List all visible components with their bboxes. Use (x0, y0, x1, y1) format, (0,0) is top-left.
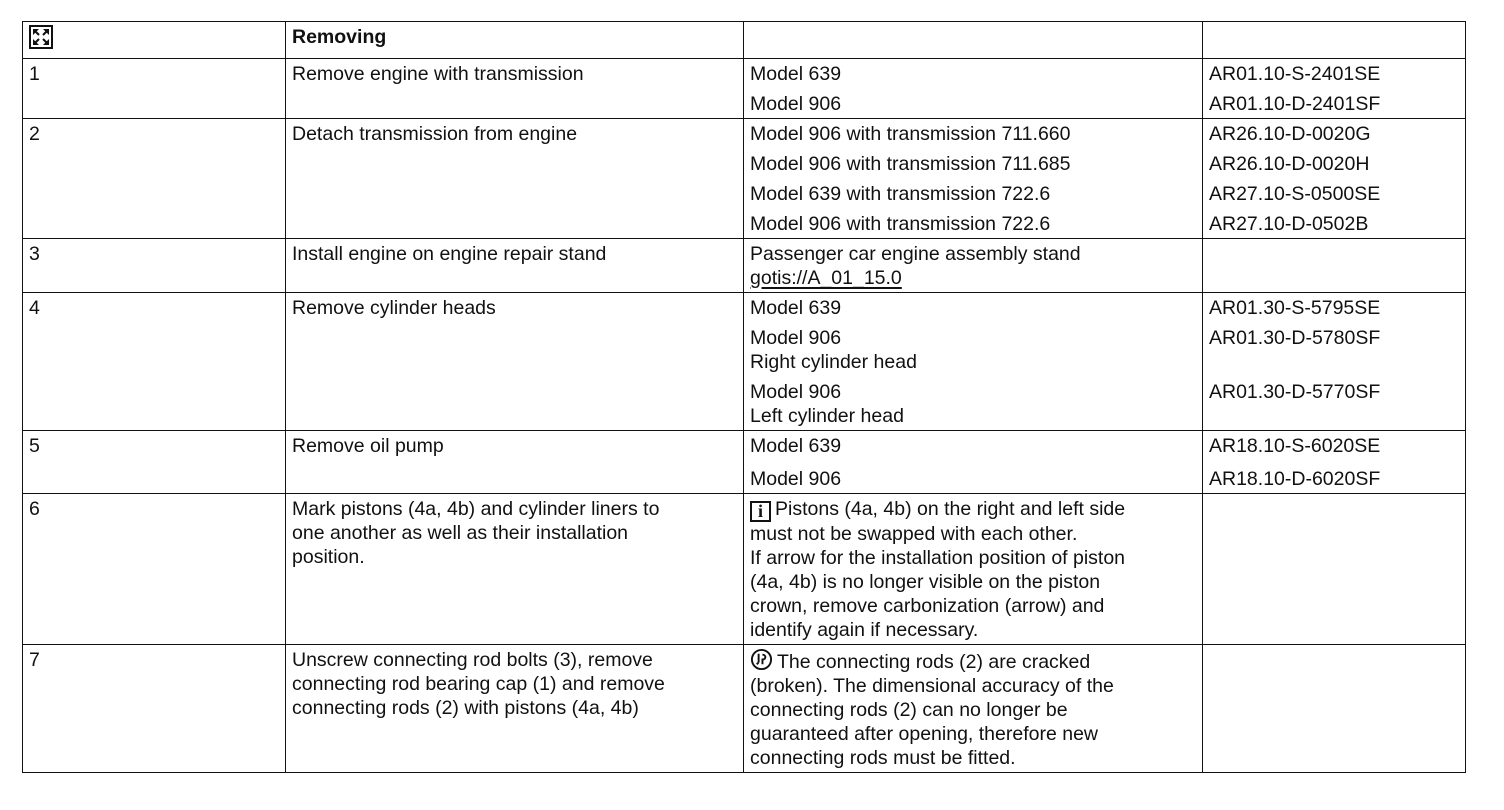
reference-code[interactable]: AR01.30-D-5780SF (1209, 327, 1381, 349)
step-notes (744, 431, 1203, 494)
reference-code[interactable]: AR01.30-D-5770SF (1209, 381, 1381, 403)
step-number: 5 (23, 431, 286, 494)
model-note: Model 639 with transmission 722.6 (750, 183, 1051, 205)
gotis-link[interactable]: gotis://A_01_15.0 (750, 267, 902, 289)
model-note: Model 906 with transmission 711.660 (750, 123, 1071, 145)
reference-code[interactable]: AR27.10-D-0502B (1209, 213, 1369, 235)
table-row (23, 59, 1466, 119)
step-number: 4 (23, 293, 286, 431)
step-number: 2 (23, 119, 286, 239)
section-title: Removing (286, 22, 744, 59)
step-number: 1 (23, 59, 286, 119)
model-note: Model 906 (750, 327, 842, 349)
step-notes (744, 239, 1203, 293)
step-action: Mark pistons (4a, 4b) and cylinder liners to one another as well as their installation position. (286, 494, 744, 645)
step-refs (1203, 119, 1466, 239)
model-note: Model 639 (750, 297, 842, 319)
reference-code[interactable]: AR18.10-S-6020SE (1209, 435, 1381, 457)
step-notes (744, 59, 1203, 119)
table-row (23, 494, 1466, 645)
model-note: Model 906 (750, 381, 842, 403)
tool-note: Passenger car engine assembly stand (750, 243, 1081, 265)
step-refs (1203, 59, 1466, 119)
reference-code[interactable]: AR01.10-S-2401SE (1209, 63, 1381, 85)
step-notes (744, 293, 1203, 431)
model-note-detail: Left cylinder head (750, 405, 904, 427)
table-row (23, 645, 1466, 773)
reference-code[interactable]: AR26.10-D-0020G (1209, 123, 1371, 145)
reference-code[interactable]: AR01.30-S-5795SE (1209, 297, 1381, 319)
step-refs (1203, 645, 1466, 773)
step-action: Unscrew connecting rod bolts (3), remove connecting rod bearing cap (1) and remove connecting rods (2) with pistons (4a, 4b) (286, 645, 744, 773)
reference-code[interactable]: AR27.10-S-0500SE (1209, 183, 1381, 205)
step-refs (1203, 239, 1466, 293)
model-note: Model 906 (750, 468, 842, 490)
step-action: Remove cylinder heads (286, 293, 744, 431)
table-row (23, 119, 1466, 239)
step-action: Detach transmission from engine (286, 119, 744, 239)
step-refs (1203, 431, 1466, 494)
model-note: Model 639 (750, 435, 842, 457)
table-row (23, 293, 1466, 431)
procedure-table (22, 21, 1466, 773)
step-number: 7 (23, 645, 286, 773)
step-refs (1203, 494, 1466, 645)
model-note-detail: Right cylinder head (750, 351, 917, 373)
model-note: Model 906 with transmission 722.6 (750, 213, 1051, 235)
model-note: Model 906 with transmission 711.685 (750, 153, 1071, 175)
model-note: Model 639 (750, 63, 842, 85)
header-empty-cell (744, 22, 1203, 59)
table-row (23, 431, 1466, 494)
step-action: Remove engine with transmission (286, 59, 744, 119)
header-empty-cell (1203, 22, 1466, 59)
step-action: Remove oil pump (286, 431, 744, 494)
step-notes (744, 119, 1203, 239)
header-row (23, 22, 1466, 59)
info-icon: i (750, 501, 771, 522)
header-icon-cell (23, 22, 286, 59)
expand-icon[interactable] (29, 25, 53, 49)
caution-icon (750, 648, 773, 671)
table-row (23, 239, 1466, 293)
step-refs (1203, 293, 1466, 431)
step-action: Install engine on engine repair stand (286, 239, 744, 293)
step-number: 6 (23, 494, 286, 645)
model-note: Model 906 (750, 93, 842, 115)
reference-code[interactable]: AR18.10-D-6020SF (1209, 468, 1381, 490)
reference-code[interactable]: AR26.10-D-0020H (1209, 153, 1370, 175)
reference-code[interactable]: AR01.10-D-2401SF (1209, 93, 1381, 115)
step-number: 3 (23, 239, 286, 293)
info-note: i Pistons (4a, 4b) on the right and left side must not be swapped with each other. If arrow for the installation position of piston (4a, 4b) is no longer visible on the piston crown, remove carbonization (arrow) and identify again if necessary. (744, 494, 1203, 645)
caution-note: The connecting rods (2) are cracked (broken). The dimensional accuracy of the connecting rods (2) can no longer be guaranteed after opening, therefore new connecting rods must be fitted. (744, 645, 1203, 773)
